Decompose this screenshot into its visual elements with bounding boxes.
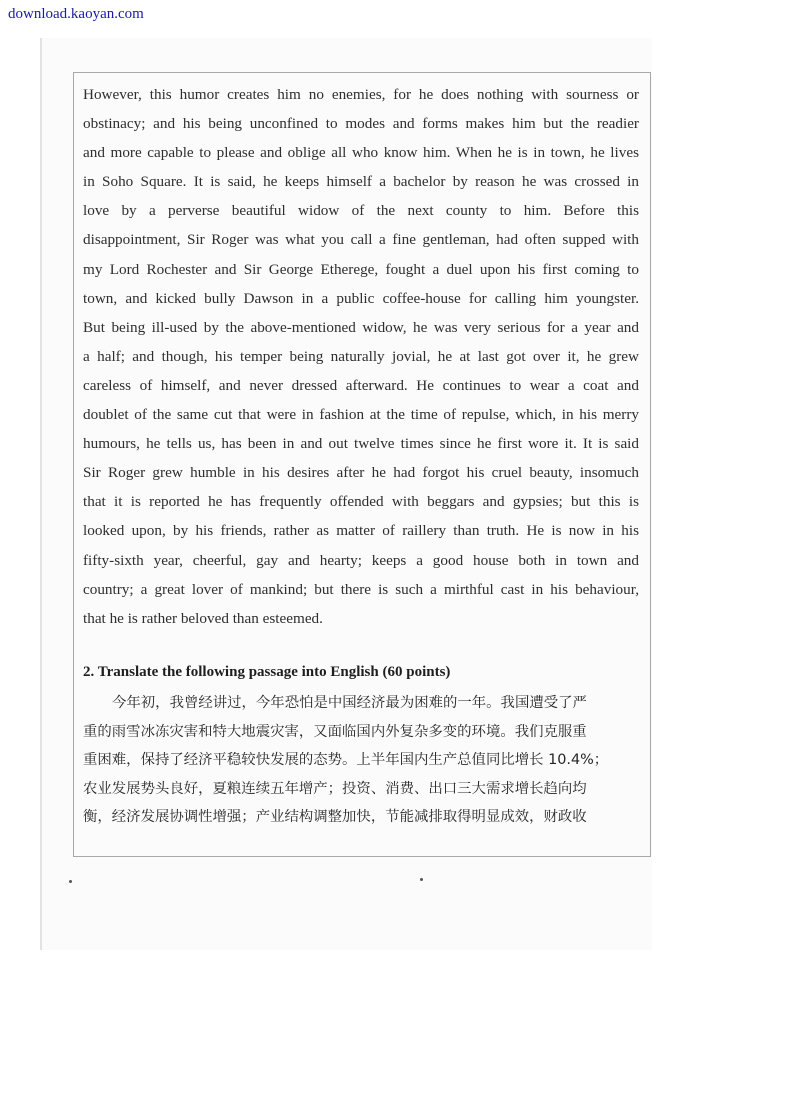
section-2-heading: 2. Translate the following passage into English (60 points) bbox=[83, 664, 451, 680]
page-edge bbox=[40, 38, 42, 950]
english-passage bbox=[83, 80, 639, 633]
chinese-line: 今年初，我曾经讲过，今年恐怕是中国经济最为困难的一年。我国遭受了严 bbox=[112, 695, 587, 711]
blank-area bbox=[0, 950, 800, 1100]
chinese-line: 衡，经济发展协调性增强；产业结构调整加快，节能减排取得明显成效，财政收 bbox=[83, 809, 587, 826]
scan-speck bbox=[420, 878, 423, 881]
passage-line: Sir Roger grew humble in his desires after he had forgot his cruel beauty, insomuch bbox=[83, 464, 639, 482]
chinese-line: 重的雨雪冰冻灾害和特大地震灾害，又面临国内外复杂多变的环境。我们克服重 bbox=[83, 723, 587, 740]
chinese-line: 重困难，保持了经济平稳较快发展的态势。上半年国内生产总值同比增长 10.4%； bbox=[83, 752, 609, 769]
passage-line: that it is reported he has frequently offended with beggars and gypsies; but this is bbox=[83, 493, 639, 511]
passage-line: in Soho Square. It is said, he keeps himself a bachelor by reason he was crossed in bbox=[83, 173, 639, 191]
source-link[interactable]: download.kaoyan.com bbox=[8, 6, 144, 22]
passage-line: fifty-sixth year, cheerful, gay and hearty; keeps a good house both in town and bbox=[83, 551, 639, 569]
scan-speck bbox=[69, 880, 72, 883]
passage-line: doublet of the same cut that were in fashion at the time of repulse, which, in his merry bbox=[83, 406, 639, 424]
passage-line: disappointment, Sir Roger was what you call a fine gentleman, had often supped with bbox=[83, 231, 639, 249]
passage-line: However, this humor creates him no enemies, for he does nothing with sourness or bbox=[83, 86, 639, 103]
passage-line: looked upon, by his friends, rather as matter of raillery than truth. He is now in his bbox=[83, 522, 639, 540]
passage-line: that he is rather beloved than esteemed. bbox=[83, 609, 323, 627]
passage-line: But being ill-used by the above-mentioned widow, he was very serious for a year and bbox=[83, 318, 639, 336]
passage-line: country; a great lover of mankind; but there is such a mirthful cast in his behaviour, bbox=[83, 580, 639, 598]
passage-line: my Lord Rochester and Sir George Etherege, fought a duel upon his first coming to bbox=[83, 260, 639, 278]
passage-line: obstinacy; and his being unconfined to modes and forms makes him but the readier bbox=[83, 115, 639, 133]
passage-line: humours, he tells us, has been in and out twelve times since he first wore it. It is said bbox=[83, 435, 639, 453]
passage-line: and more capable to please and oblige all who know him. When he is in town, he lives bbox=[83, 144, 639, 162]
chinese-passage bbox=[83, 689, 639, 832]
passage-line: a half; and though, his temper being naturally jovial, he at last got over it, he grew bbox=[83, 347, 639, 365]
passage-line: careless of himself, and never dressed afterward. He continues to wear a coat and bbox=[83, 376, 639, 394]
passage-line: town, and kicked bully Dawson in a public coffee-house for calling him youngster. bbox=[83, 289, 639, 307]
chinese-line: 农业发展势头良好，夏粮连续五年增产；投资、消费、出口三大需求增长趋向均 bbox=[83, 780, 587, 797]
passage-line: love by a perverse beautiful widow of the next county to him. Before this bbox=[83, 202, 639, 220]
